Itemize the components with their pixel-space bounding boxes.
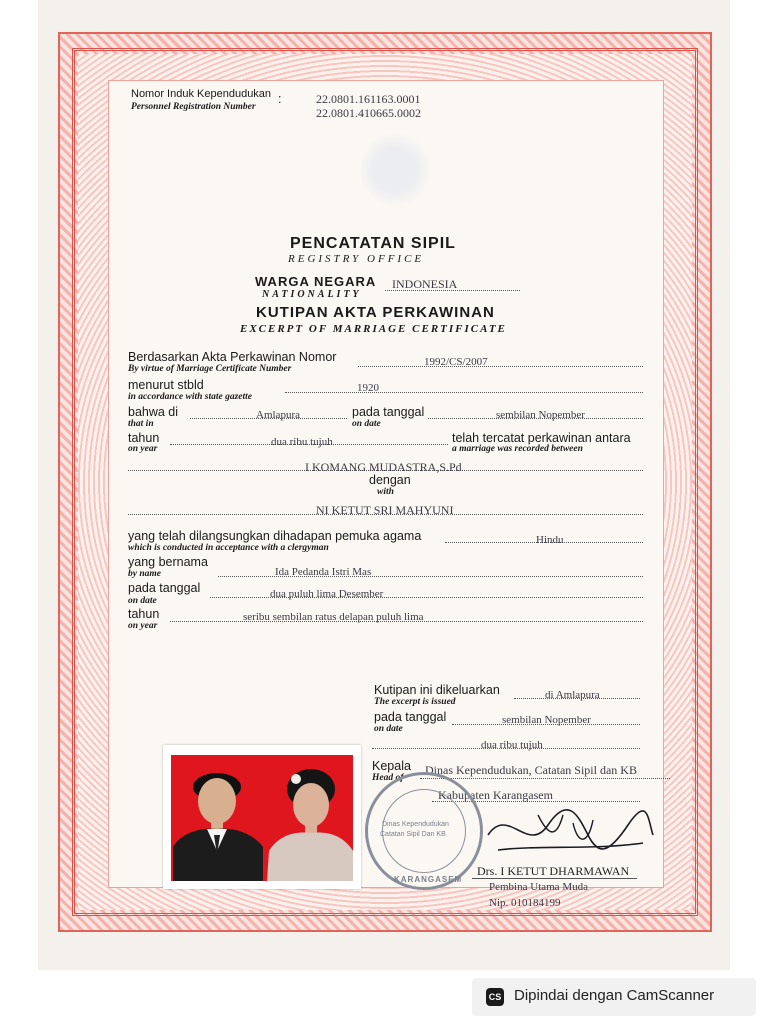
clergy-label: yang telah dilangsungkan dihadapan pemuka agama <box>128 529 422 543</box>
official-underline <box>472 878 637 879</box>
camscanner-badge <box>472 978 756 1016</box>
nik-value-1: 22.0801.161163.0001 <box>316 92 421 106</box>
issued-label: Kutipan ini dikeluarkan <box>374 683 500 697</box>
tahun2-label-en: on year <box>128 621 158 631</box>
tahun-label-en: on year <box>128 444 158 454</box>
clergy-label-en: which is conducted in acceptance with a clergyman <box>128 543 329 553</box>
issued-place: di Amlapura <box>545 689 600 701</box>
nationality-label-en: NATIONALITY <box>262 289 362 300</box>
office-dots <box>420 778 670 779</box>
tanggal2-label: pada tanggal <box>128 581 201 595</box>
photo-red-background <box>171 755 353 881</box>
official-stamp <box>365 772 483 890</box>
regency-name: Kabupaten Karangasem <box>438 788 553 802</box>
document-title: KUTIPAN AKTA PERKAWINAN <box>256 304 495 321</box>
nik-value-2: 22.0801.410665.0002 <box>316 106 421 120</box>
groom-name: I KOMANG MUDASTRA,S.Pd <box>305 460 462 474</box>
dengan-label: dengan <box>369 473 411 487</box>
nama-value: Ida Pedanda Istri Mas <box>275 566 372 578</box>
nationality-value: INDONESIA <box>392 277 458 291</box>
tahun-value: dua ribu tujuh <box>271 436 333 448</box>
official-rank: Pembina Utama Muda <box>489 881 588 893</box>
tahun-label: tahun <box>128 431 160 445</box>
nama-label-en: by name <box>128 569 161 579</box>
akta-label-en: By virtue of Marriage Certificate Number <box>128 364 292 374</box>
stbld-dots <box>285 392 643 393</box>
nik-colon: : <box>278 92 282 106</box>
signature-icon <box>478 795 658 865</box>
nama-label: yang bernama <box>128 555 208 569</box>
camscanner-label: Dipindai dengan CamScanner <box>514 987 715 1004</box>
couple-photo <box>163 745 361 889</box>
stbld-label-en: in accordance with state gazette <box>128 392 253 402</box>
issue-date-value: sembilan Nopember <box>502 714 591 726</box>
head-label: Kepala <box>372 759 411 773</box>
tahun2-label: tahun <box>128 607 160 621</box>
recorded-label: telah tercatat perkawinan antara <box>452 431 631 445</box>
issue-date-label-en: on date <box>374 724 403 734</box>
stbld-label: menurut stbld <box>128 378 204 392</box>
tanggal-label-en: on date <box>352 419 381 429</box>
dengan-label-en: with <box>377 487 394 497</box>
recorded-label-en: a marriage was recorded between <box>452 444 583 454</box>
akta-value: 1992/CS/2007 <box>424 356 488 368</box>
issue-date-label: pada tanggal <box>374 710 447 724</box>
tanggal2-label-en: on date <box>128 596 157 606</box>
tahun2-value: seribu sembilan ratus delapan puluh lima <box>243 611 424 623</box>
tanggal2-value: dua puluh lima Desember <box>270 588 384 600</box>
tanggal-value: sembilan Nopember <box>496 409 585 421</box>
nationality-dots <box>385 290 520 291</box>
issued-label-en: The excerpt is issued <box>374 697 456 707</box>
bahwa-value: Amlapura <box>256 409 300 421</box>
office-title-en: REGISTRY OFFICE <box>288 253 425 265</box>
akta-dots <box>358 366 643 367</box>
stamp-text-2: Catatan Sipil Dan KB <box>380 831 446 838</box>
bride-name: NI KETUT SRI MAHYUNI <box>316 503 454 517</box>
office-name: Dinas Kependudukan, Catatan Sipil dan KB <box>425 763 637 777</box>
nationality-label: WARGA NEGARA <box>255 274 377 289</box>
embossed-seal-icon <box>360 130 430 210</box>
nik-label: Nomor Induk Kependudukan <box>131 88 272 100</box>
issue-year-value: dua ribu tujuh <box>481 739 543 751</box>
bahwa-label: bahwa di <box>128 405 179 419</box>
stamp-text-1: Dinas Kependudukan <box>382 821 449 828</box>
official-name: Drs. I KETUT DHARMAWAN <box>477 864 630 878</box>
bahwa-label-en: that in <box>128 419 154 429</box>
couple-portrait-icon <box>171 755 353 881</box>
akta-label: Berdasarkan Akta Perkawinan Nomor <box>128 350 337 364</box>
official-nip: Nip. 010184199 <box>489 897 561 909</box>
office-title: PENCATATAN SIPIL <box>290 235 456 252</box>
tanggal-label: pada tanggal <box>352 405 425 419</box>
document-title-en: EXCERPT OF MARRIAGE CERTIFICATE <box>240 323 507 335</box>
head-label-en: Head of <box>372 773 404 783</box>
stamp-ring-text: KARANGASEM <box>394 875 463 884</box>
camscanner-logo-icon: CS <box>486 988 504 1006</box>
nik-label-en: Personnel Registration Number <box>131 102 256 112</box>
stbld-value: 1920 <box>357 382 379 394</box>
religion-value: Hindu <box>536 534 564 546</box>
